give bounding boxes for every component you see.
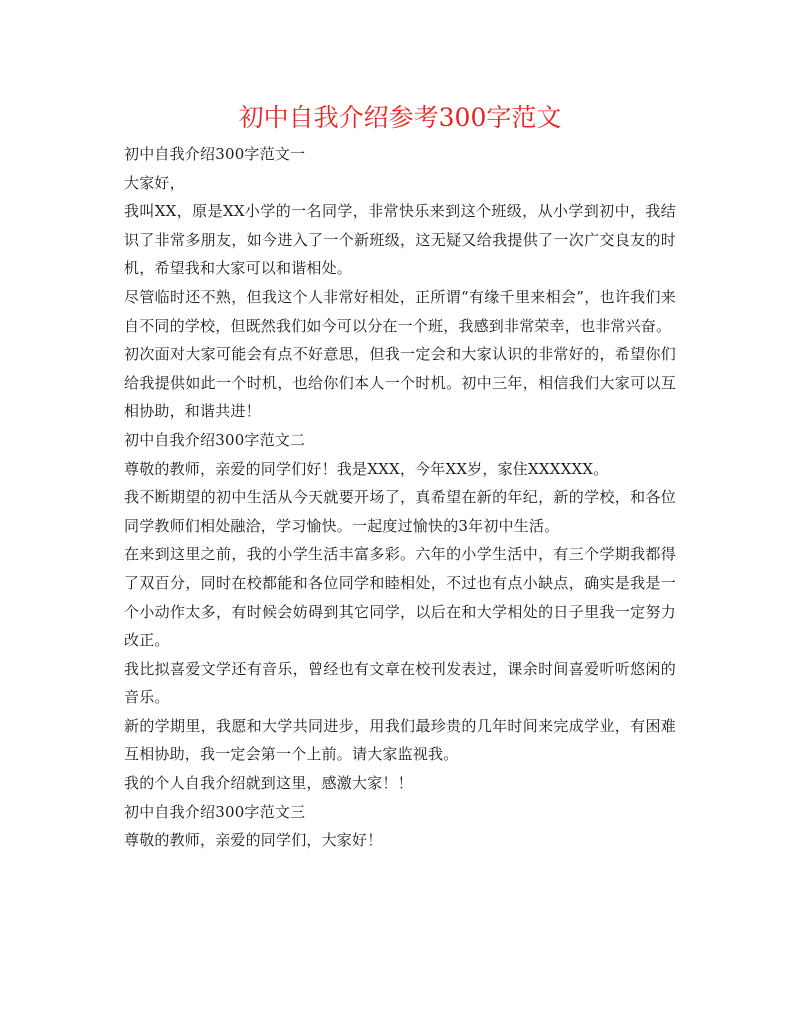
- document-title: 初中自我介绍参考300字范文: [238, 103, 562, 132]
- paragraph: 我叫XX，原是XX小学的一名同学，非常快乐来到这个班级，从小学到初中，我结识了非常多朋友，如今进入了一个新班级，这无疑又给我提供了一次广交良友的时机，希望我和大家可以和谐相处。: [124, 202, 676, 278]
- paragraph: 我比拟喜爱文学还有音乐，曾经也有文章在校刊发表过，课余时间喜爱听听悠闲的音乐。: [124, 659, 676, 707]
- section-heading: 初中自我介绍300字范文一: [124, 145, 306, 163]
- paragraph: 新的学期里，我愿和大学共同进步，用我们最珍贵的几年时间来完成学业，有困难互相协助，我一定会第一个上前。请大家监视我。: [124, 716, 676, 764]
- section-heading: 初中自我介绍300字范文三: [124, 802, 306, 821]
- paragraph: 大家好，: [124, 173, 185, 192]
- paragraph: 尽管临时还不熟，但我这个人非常好相处，正所谓“有缘千里来相会”，也许我们来自不同的学校，但既然我们如今可以分在一个班，我感到非常荣幸，也非常兴奋。: [124, 287, 676, 335]
- section-heading: 初中自我介绍300字范文二: [124, 430, 306, 449]
- document-body: [124, 140, 676, 855]
- paragraph: 我不断期望的初中生活从今天就要开场了，真希望在新的年纪，新的学校，和各位同学教师们相处融洽，学习愉快。一起度过愉快的3年初中生活。: [124, 488, 676, 535]
- paragraph: 尊敬的教师，亲爱的同学们好！我是XXX，今年XX岁，家住XXXXXX。: [124, 459, 609, 478]
- paragraph: 初次面对大家可能会有点不好意思，但我一定会和大家认识的非常好的，希望你们给我提供如此一个时机，也给你们本人一个时机。初中三年，相信我们大家可以互相协助，和谐共进！: [124, 345, 676, 421]
- paragraph: 我的个人自我介绍就到这里，感激大家！！: [124, 774, 413, 793]
- paragraph: 在来到这里之前，我的小学生活丰富多彩。六年的小学生活中，有三个学期我都得了双百分，同时在校都能和各位同学和睦相处，不过也有点小缺点，确实是我是一个小动作太多，有时候会妨碍到其它同学，以后在和大学相处的日子里我一定努力改正。: [124, 545, 676, 650]
- paragraph: 尊敬的教师，亲爱的同学们，大家好！: [124, 831, 383, 850]
